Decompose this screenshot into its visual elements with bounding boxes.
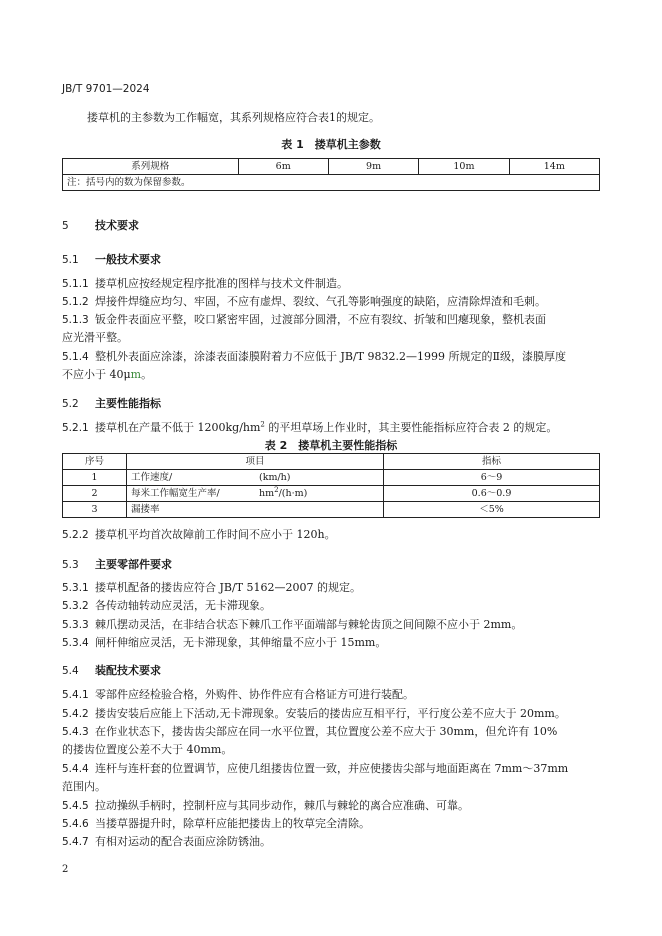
clause-text: 钣金件表面应平整，咬口紧密牢固，过渡部分圆滑，不应有裂纹、折皱和凹瘪现象，整机表面 xyxy=(95,313,546,326)
table2-cell-item xyxy=(127,502,384,518)
table2-cell-value: 0.6～0.9 xyxy=(384,486,600,502)
clause-number: 5.1.2 xyxy=(62,296,89,308)
clause-text: 在作业状态下，搂齿齿尖部应在同一水平位置，其位置度公差不应大于 30mm，但允许有 10% xyxy=(95,725,558,738)
table2-title: 表 2 搂草机主要性能指标 xyxy=(264,439,398,452)
item-unit: /(h·m) xyxy=(278,487,308,499)
section-title: 主要零部件要求 xyxy=(95,558,172,571)
section-5-1-heading xyxy=(62,251,161,267)
table2-cell-no: 2 xyxy=(63,486,127,502)
section-5-3-heading xyxy=(62,556,172,572)
table-row xyxy=(63,486,600,502)
clause-text: 有相对运动的配合表面应涂防锈油。 xyxy=(95,835,271,848)
item-unit: hm xyxy=(259,487,275,499)
clause-number: 5.1.4 xyxy=(62,351,89,363)
table2 xyxy=(62,453,600,518)
table-row xyxy=(63,502,600,518)
section-title: 一般技术要求 xyxy=(95,253,161,266)
clause-text: 当搂草器提升时，除草杆应能把搂齿上的牧草完全清除。 xyxy=(95,817,370,830)
clause-text: 搂草机平均首次故障前工作时间不应小于 120h。 xyxy=(95,528,336,541)
clause-text: 连杆与连杆套的位置调节，应使几组搂齿位置一致，并应使搂齿尖部与地面距离在 7mm～37mm xyxy=(95,762,569,775)
section-title: 装配技术要求 xyxy=(95,664,161,677)
table2-header-row xyxy=(63,454,600,470)
section-number: 5.1 xyxy=(62,254,79,266)
clause-5-2-2 xyxy=(62,527,336,543)
section-title: 技术要求 xyxy=(95,219,139,232)
table1-row xyxy=(63,159,600,175)
clause-5-1-1 xyxy=(62,276,348,292)
clause-number: 5.4.1 xyxy=(62,689,89,701)
table1-cell: 9m xyxy=(328,159,418,175)
clause-5-3-3 xyxy=(62,617,522,633)
clause-5-4-4 xyxy=(62,761,568,777)
clause-5-4-3 xyxy=(62,724,557,740)
table2-header: 序号 xyxy=(63,454,127,470)
clause-5-4-3-cont: 的搂齿位置度公差不大于 40mm。 xyxy=(62,743,233,756)
section-5-heading xyxy=(62,217,139,233)
clause-number: 5.4.4 xyxy=(62,763,89,775)
page-number: 2 xyxy=(62,864,69,875)
clause-text: 拉动操纵手柄时，控制杆应与其同步动作，棘爪与棘轮的离合应准确、可靠。 xyxy=(95,799,469,812)
clause-number: 5.4.2 xyxy=(62,708,89,720)
unit-m: m xyxy=(130,368,142,381)
clause-text: 搂草机应按经规定程序批准的图样与技术文件制造。 xyxy=(95,277,348,290)
clause-5-4-7 xyxy=(62,834,271,850)
clause-5-4-6 xyxy=(62,816,370,832)
table1-cell: 10m xyxy=(419,159,509,175)
item-label: 漏搂率 xyxy=(131,503,160,515)
clause-5-1-3 xyxy=(62,312,546,328)
table1-note-row xyxy=(63,175,600,191)
clause-text-end: 。 xyxy=(141,368,153,381)
table2-cell-value: 6～9 xyxy=(384,470,600,486)
clause-number: 5.1.3 xyxy=(62,314,89,326)
clause-text: 焊接件焊缝应均匀、牢固，不应有虚焊、裂纹、气孔等影响强度的缺陷，应清除焊渣和毛刺。 xyxy=(95,295,546,308)
table2-cell-no: 3 xyxy=(63,502,127,518)
table-row xyxy=(63,470,600,486)
clause-number: 5.1.1 xyxy=(62,278,89,290)
clause-5-4-4-cont: 范围内。 xyxy=(62,780,106,793)
table1-cell: 14m xyxy=(509,159,599,175)
clause-text: 不应小于 40μ xyxy=(62,368,131,381)
clause-text: 搂草机在产量不低于 1200kg/hm xyxy=(95,421,261,434)
section-number: 5 xyxy=(62,220,69,232)
clause-5-3-4 xyxy=(62,635,386,651)
clause-number: 5.3.2 xyxy=(62,600,89,612)
clause-5-4-2 xyxy=(62,706,566,722)
doc-code: JB/T 9701—2024 xyxy=(62,83,150,95)
clause-text: 棘爪摆动灵活，在非结合状态下棘爪工作平面端部与棘轮齿顶之间间隙不应小于 2mm。 xyxy=(95,618,523,631)
clause-number: 5.4.6 xyxy=(62,818,89,830)
clause-5-3-2 xyxy=(62,598,271,614)
clause-text: 的平坦草场上作业时，其主要性能指标应符合表 2 的规定。 xyxy=(264,421,558,434)
section-number: 5.4 xyxy=(62,665,79,677)
table2-header: 指标 xyxy=(384,454,600,470)
table2-cell-item xyxy=(127,470,384,486)
clause-text: 搂草机配备的搂齿应符合 JB/T 5162—2007 的规定。 xyxy=(95,581,362,594)
section-title: 主要性能指标 xyxy=(95,397,161,410)
clause-5-2-1 xyxy=(62,420,557,436)
clause-number: 5.3.4 xyxy=(62,637,89,649)
clause-text: 闸杆伸缩应灵活，无卡滞现象，其伸缩量不应小于 15mm。 xyxy=(95,636,387,649)
clause-text: 各传动轴转动应灵活，无卡滞现象。 xyxy=(95,599,271,612)
table1 xyxy=(62,158,600,191)
item-unit: (km/h) xyxy=(259,471,291,483)
table2-cell-value: ＜5% xyxy=(384,502,600,518)
clause-text: 整机外表面应涂漆，涂漆表面漆膜附着力不应低于 JB/T 9832.2—1999 所规定的Ⅱ级，漆膜厚度 xyxy=(95,350,566,363)
table2-cell-no: 1 xyxy=(63,470,127,486)
table1-title: 表 1 搂草机主参数 xyxy=(281,138,381,151)
clause-5-1-2 xyxy=(62,294,546,310)
clause-5-1-4-cont xyxy=(62,367,152,382)
table2-header: 项目 xyxy=(127,454,384,470)
superscript: 2 xyxy=(274,485,279,494)
clause-number: 5.4.7 xyxy=(62,836,89,848)
clause-text: 搂齿安装后应能上下活动,无卡滞现象。安装后的搂齿应互相平行，平行度公差不应大于 20mm。 xyxy=(95,707,566,720)
clause-text: 零部件应经检验合格，外购件、协作件应有合格证方可进行装配。 xyxy=(95,688,414,701)
item-label: 工作速度/ xyxy=(131,471,173,483)
clause-number: 5.3.1 xyxy=(62,582,89,594)
clause-5-1-3-cont: 应光滑平整。 xyxy=(62,331,128,344)
table2-cell-item xyxy=(127,486,384,502)
table1-cell: 6m xyxy=(238,159,328,175)
clause-number: 5.3.3 xyxy=(62,619,89,631)
section-5-2-heading xyxy=(62,395,161,411)
section-number: 5.2 xyxy=(62,398,79,410)
clause-number: 5.2.1 xyxy=(62,422,89,434)
superscript: 2 xyxy=(260,420,265,429)
clause-number: 5.4.5 xyxy=(62,800,89,812)
clause-5-1-4 xyxy=(62,349,566,365)
section-number: 5.3 xyxy=(62,559,79,571)
clause-5-4-5 xyxy=(62,798,469,814)
item-label: 每米工作幅宽生产率/ xyxy=(131,487,220,499)
clause-5-4-1 xyxy=(62,687,414,703)
clause-5-3-1 xyxy=(62,580,361,596)
clause-number: 5.4.3 xyxy=(62,726,89,738)
table1-note: 注：括号内的数为保留参数。 xyxy=(63,175,600,191)
table1-row-label: 系列规格 xyxy=(63,159,239,175)
section-5-4-heading xyxy=(62,662,161,678)
intro-text: 搂草机的主参数为工作幅宽，其系列规格应符合表1的规定。 xyxy=(87,111,380,124)
clause-number: 5.2.2 xyxy=(62,529,89,541)
